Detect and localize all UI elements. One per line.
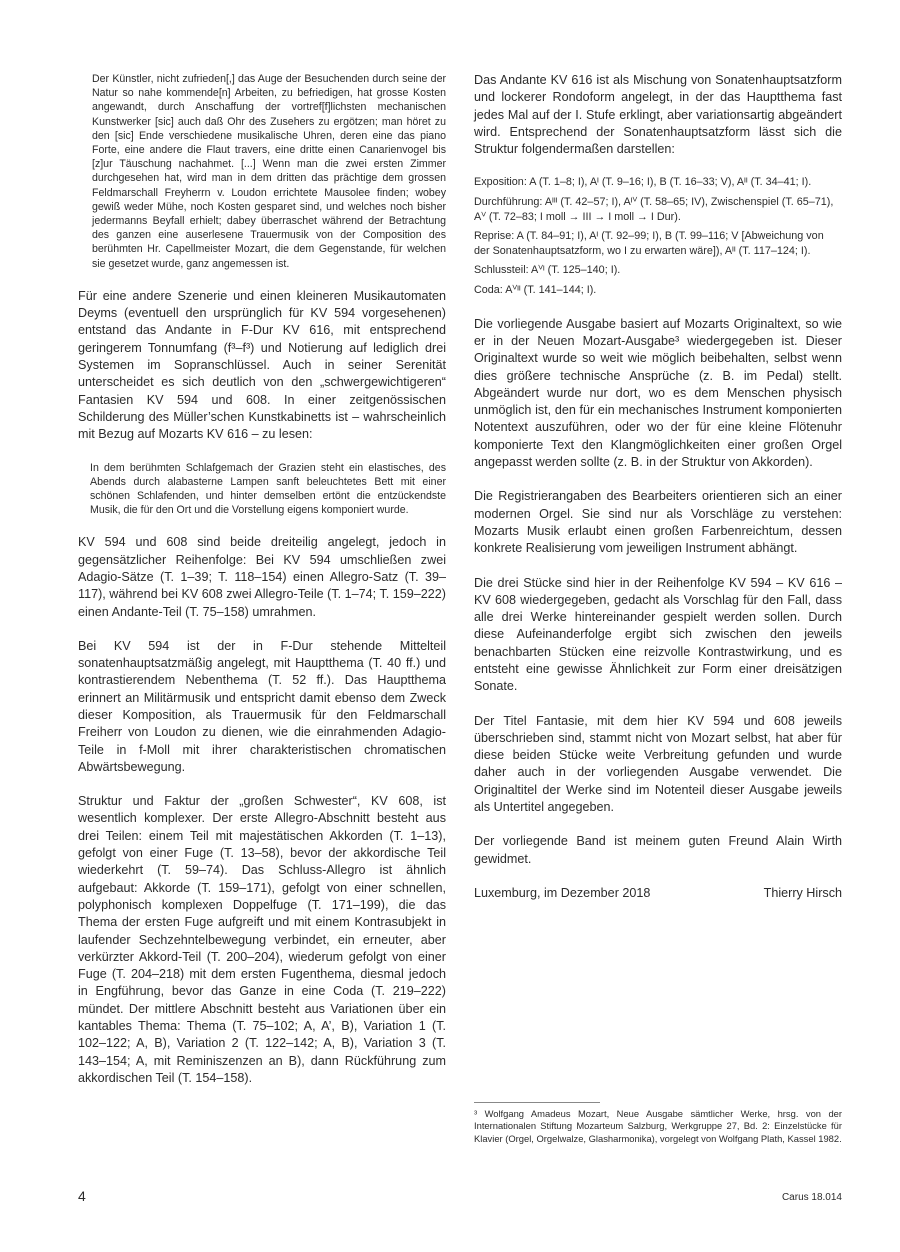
signature-row [474,885,842,902]
quote-schlafgemach: In dem berühmten Schlafgemach der Grazien steht ein elastisches, des Abends durch alabasterne Lampen sanft beleuchtetes Bett mit einer schönen Schlafenden, und hinter demselben ertönt die entzückendste Musik, die für den Ort und die Vorstellung eigens komponiert wurde. [90,461,446,517]
page-number: 4 [78,1188,86,1204]
paragraph-ausgabe: Die vorliegende Ausgabe basiert auf Mozarts Originaltext, so wie er in der Neuen Mozart-Ausgabe³ wiedergegeben ist. Dieser Originaltext wurde so weit wie möglich beibehalten, selbst wenn dies größere technische Ansprüche (z. B. im Pedal) stellt. Abgeändert wurde nur dort, wo es dem Menschen physisch unmöglich ist, den für ein mechanisches Instrument komponierten Notentext auszuführen, oder wo der für eine kleine Flötenuhr komponierte Text den Klangmöglichkeiten einer großen Orgel angepasst werden sollte (z. B. in der Struktur von Akkorden). [474,316,842,470]
place-date: Luxemburg, im Dezember 2018 [474,885,651,900]
right-column [474,72,842,902]
paragraph-kv608: Struktur und Faktur der „großen Schwester“, KV 608, ist wesentlich komplexer. Der erste Allegro-Abschnitt besteht aus drei Teilen: einem Teil mit majestätischen Akkorden (T. 1–13), gefolgt von einer Fuge (T. 13–58), bevor der akkordische Teil wiederkehrt (T. 59–74). Das Schluss-Allegro ist ähnlich aufgebaut: Akkorde (T. 159–171), gefolgt von einer schnellen, polyphonisch komplexen Doppelfuge (T. 171–199), die das Thema der ersten Fuge aufgreift und mit einem Kontrasubjekt in laufender Sechzehntelbewegung verbindet, ein erneuter, aber verkürzter Akkord-Teil (T. 200–204), wiederum gefolgt von einer Fuge (T. 204–218) mit dem ersten Fugenthema, diesmal jedoch in Engführung, bevor das Ganze in eine Coda (T. 219–222) mündet. Der mittlere Abschnitt besteht aus Variationen über ein kantables Thema: Thema (T. 75–102; A, A’, B), Variation 1 (T. 102–122; A, B), Variation 2 (T. 122–142; A, B), Variation 3 (T. 143–154; A, mit Reminiszenzen an B), dann Rückführung zum akkordischen Teil (T. 154–158). [78,794,446,1085]
paragraph-registrierung: Die Registrierangaben des Bearbeiters orientieren sich an einer modernen Orgel. Sie sind nur als Vorschläge zu verstehen: Mozarts Musik erlaubt einen großen Farbenreichtum, dessen konkrete Realisierung vom jeweiligen Instrument abhängt. [474,489,842,556]
structure-list [474,175,842,297]
structure-coda: Coda: Aⱽᴵᴵ (T. 141–144; I). [474,284,597,297]
structure-schlussteil: Schlussteil: Aⱽᴵ (T. 125–140; I). [474,264,621,277]
structure-durchfuehrung: Durchführung: Aᴵᴵᴵ (T. 42–57; I), Aᴵⱽ (T. 58–65; IV), Zwischenspiel (T. 65–71), Aⱽ (T. 72–83; I moll → III → I moll → I Dur). [474,196,834,223]
paragraph-kv616-origin: Für eine andere Szenerie und einen kleineren Musikautomaten Deyms (eventuell den ursprünglich für KV 594 vorgesehenen) entstand das Andante in F-Dur KV 616, mit entsprechend geringerem Tonnumfang (f³–f³) und Notierung auf lediglich drei Systemen im Sopranschlüssel. Auch in seiner Serenität unterscheidet es sich deutlich von den „schwergewichtigeren“ Fantasien KV 594 und 608. In einer zeitgenössischen Schilderung des Müller’schen Kunstkabinetts ist – wahrscheinlich mit Bezug auf Mozarts KV 616 – zu lesen: [78,288,446,442]
paragraph-kv594: Bei KV 594 ist der in F-Dur stehende Mittelteil sonatenhauptsatzmäßig angelegt, mit Hauptthema (T. 40 ff.) und kontrastierendem Nebenthema (T. 52 ff.). Das Hauptthema erinnert an Militärmusik und entspricht damit ebenso dem Zweck dieser Komposition, als Trauermusik für den Feldmarschall Freiherr von Loudon zu dienen, wie die einrahmenden Adagio-Teile in f-Moll mit ihrer charakteristischen chromatischen Abwärtsbewegung. [78,638,446,774]
paragraph-reihenfolge: Die drei Stücke sind hier in der Reihenfolge KV 594 – KV 616 – KV 608 wiedergegeben, gedacht als Vorschlag für den Fall, dass alle drei Werke hintereinander gespielt werden sollen. Durch diese Aufeinanderfolge ergibt sich zwischen den jeweils benachbarten Stücken eine reizvolle Kontrastwirkung, und es entsteht eine gewisse Ähnlichkeit zur Form einer dreisätzigen Sonate. [474,575,842,694]
quote-mueller-kunstkabinett: Der Künstler, nicht zufrieden[,] das Auge der Besuchenden durch seine der Natur so nahe kommende[n] Arbeiten, zu befriedigen, hat grosse Kosten angewandt, durch Anschaffung der vortref[f]lichsten mechanischen Kunstwerker [sic] auch daß Ohr des Zusehers zu ergötzen; man höret zu den [sic] Ende verschiedene musikalische Uhren, deren eine das piano Forte, eine andere die Flaut travers, eine dritte einen Canarienvogel bis [z]ur Täuschung nachahmet. [...] Wenn man die zwei ersten Zimmer durchgesehen hat, wird man in dem dritten das prächtige dem grossen Feldmarschall Freyherrn v. Loudon errichtete Mausolee finden; wobey gewiß weder Mühe, noch Kosten gesparet sind, und welches noch bisher jedermanns Beyfall erhielt; dabey überraschet während der Betrachtung des ganzen eine auserlesene Trauermusik von der Composition des berühmten Hr. Capellmeister Mozart, die dem Gegenstande, für welchen sie gesetzet wurde, ganz angemessen ist. [92,73,446,270]
author-name: Thierry Hirsch [763,885,842,900]
footnote-3: ³ Wolfgang Amadeus Mozart, Neue Ausgabe sämtlicher Werke, hrsg. von der Internationalen Stiftung Mozarteum Salzburg, Werkgruppe 27, Bd. 2: Einzelstücke für Klavier (Orgel, Orgelwalze, Glasharmonika), vorgelegt von Wolfgang Plath, Kassel 1982. [474,1108,842,1144]
paragraph-titel: Der Titel Fantasie, mit dem hier KV 594 und 608 jeweils überschrieben sind, stammt nicht von Mozart selbst, hat aber für diese beiden Stücke weite Verbreitung gefunden und wurde daher auch in der vorliegenden Ausgabe verwendet. Die Originaltitel der Werke sind im Notenteil dieser Ausgabe jeweils als Untertitel angegeben. [474,713,842,815]
structure-reprise: Reprise: A (T. 84–91; I), Aᴵ (T. 92–99; I), B (T. 99–116; V [Abweichung von der Sonatenhauptsatzform, wo I zu erwarten wäre]), Aᴵᴵ (T. 117–124; I). [474,230,824,257]
paragraph-dreiteilig: KV 594 und 608 sind beide dreiteilig angelegt, jedoch in gegensätzlicher Reihenfolge: Bei KV 594 umschließen zwei Adagio-Sätze (T. 1–39; T. 118–154) einen Allegro-Satz (T. 39–117), während bei KV 608 zwei Allegro-Teile (T. 1–74; T. 159–222) einen Andante-Teil (T. 75–158) umrahmen. [78,535,446,619]
footnote-divider [474,1102,600,1103]
catalog-number: Carus 18.014 [781,1192,842,1203]
left-column [78,72,446,1104]
structure-exposition: Exposition: A (T. 1–8; I), Aᴵ (T. 9–16; I), B (T. 16–33; V), Aᴵᴵ (T. 34–41; I). [474,176,812,189]
paragraph-widmung: Der vorliegende Band ist meinem guten Freund Alain Wirth gewidmet. [474,834,842,866]
paragraph-andante-form: Das Andante KV 616 ist als Mischung von Sonatenhauptsatzform und lockerer Rondoform angelegt, in der das Hauptthema fast jedes Mal auf der I. Stufe erklingt, aber variationsartig abgeändert wird. Entsprechend der Sonatenhauptsatzform lässt sich die Struktur folgendermaßen darstellen: [474,73,842,157]
